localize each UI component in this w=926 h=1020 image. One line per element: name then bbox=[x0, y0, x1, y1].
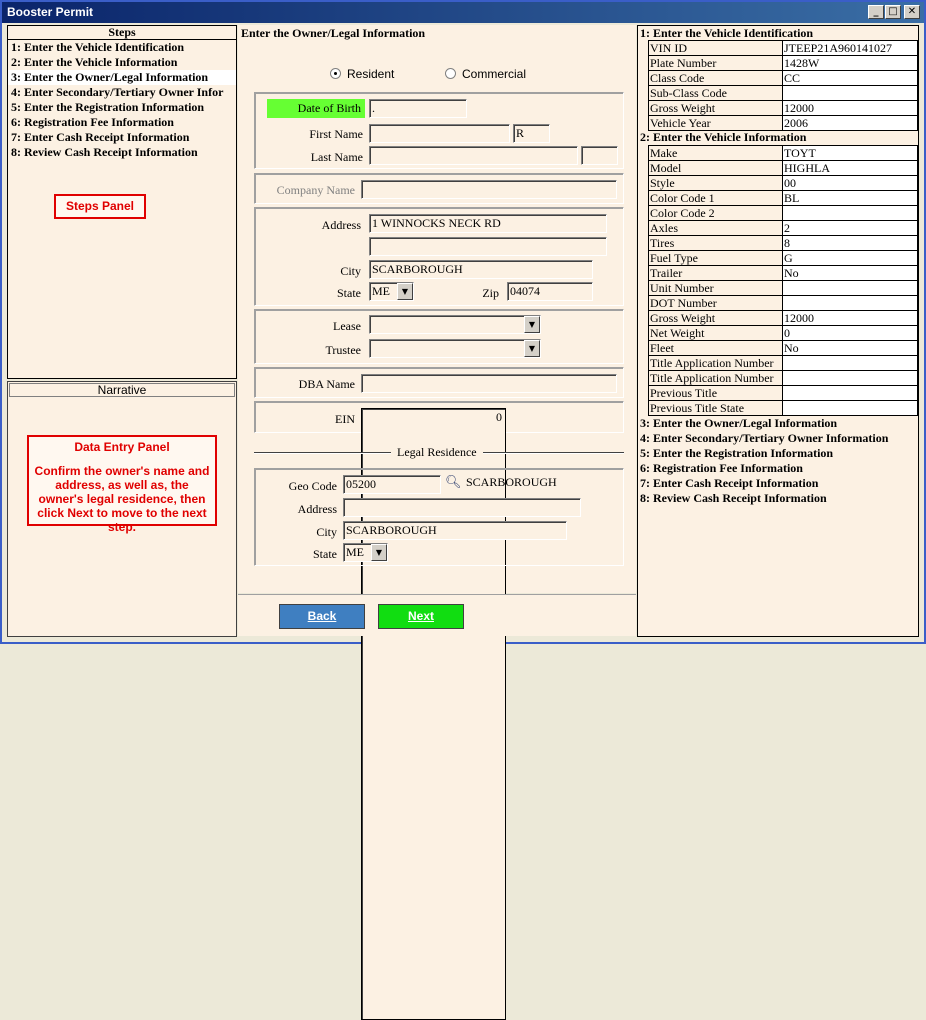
summary-panel bbox=[637, 25, 919, 637]
vehicle-information-table bbox=[648, 145, 918, 416]
lease-trustee-group bbox=[254, 309, 624, 364]
step-item-7[interactable]: 7: Enter Cash Receipt Information bbox=[11, 130, 190, 144]
summary-value bbox=[783, 356, 918, 371]
trustee-select[interactable] bbox=[369, 339, 541, 358]
steps-panel bbox=[7, 25, 237, 379]
summary-value: 8 bbox=[783, 236, 918, 251]
maximize-icon[interactable]: □ bbox=[885, 5, 901, 19]
summary-step-3: 3: Enter the Owner/Legal Information bbox=[640, 416, 838, 430]
dob-input[interactable]: . bbox=[369, 99, 467, 118]
table-row bbox=[649, 341, 918, 356]
summary-value bbox=[783, 281, 918, 296]
table-row bbox=[649, 176, 918, 191]
lease-select[interactable] bbox=[369, 315, 541, 334]
summary-key: Make bbox=[649, 146, 783, 161]
legal-state-label: State bbox=[313, 547, 337, 561]
step-item-6[interactable]: 6: Registration Fee Information bbox=[11, 115, 174, 129]
step-item-4[interactable]: 4: Enter Secondary/Tertiary Owner Infor bbox=[11, 85, 224, 99]
middle-initial-input[interactable]: R bbox=[513, 124, 550, 143]
table-row bbox=[649, 356, 918, 371]
window-title: Booster Permit bbox=[7, 5, 94, 19]
dba-group bbox=[254, 367, 624, 398]
address-group bbox=[254, 207, 624, 306]
summary-key: Fleet bbox=[649, 341, 783, 356]
summary-step-5: 5: Enter the Registration Information bbox=[640, 446, 834, 460]
commercial-radio[interactable] bbox=[445, 67, 526, 81]
summary-key: Model bbox=[649, 161, 783, 176]
summary-value: 2006 bbox=[783, 116, 918, 131]
summary-value: G bbox=[783, 251, 918, 266]
summary-value: 12000 bbox=[783, 101, 918, 116]
table-row bbox=[649, 251, 918, 266]
chevron-down-icon[interactable]: ▼ bbox=[524, 316, 540, 333]
table-row bbox=[649, 86, 918, 101]
company-group bbox=[254, 173, 624, 204]
summary-value bbox=[783, 386, 918, 401]
address-line1-input[interactable]: 1 WINNOCKS NECK RD bbox=[369, 214, 607, 233]
steps-panel-callout: Steps Panel bbox=[54, 194, 146, 219]
table-row bbox=[649, 326, 918, 341]
summary-key: Axles bbox=[649, 221, 783, 236]
table-row bbox=[649, 71, 918, 86]
table-row bbox=[649, 296, 918, 311]
summary-value: 00 bbox=[783, 176, 918, 191]
summary-step-8: 8: Review Cash Receipt Information bbox=[640, 491, 827, 505]
close-icon[interactable]: ✕ bbox=[904, 5, 920, 19]
first-name-input[interactable] bbox=[369, 124, 510, 143]
summary-key: Style bbox=[649, 176, 783, 191]
summary-key: Fuel Type bbox=[649, 251, 783, 266]
address-label: Address bbox=[321, 218, 361, 232]
summary-value bbox=[783, 86, 918, 101]
narrative-header: Narrative bbox=[9, 383, 235, 397]
table-row bbox=[649, 401, 918, 416]
last-name-input[interactable] bbox=[369, 146, 578, 165]
state-value: ME bbox=[372, 284, 390, 298]
title-bar bbox=[2, 2, 924, 23]
next-button[interactable]: Next bbox=[378, 604, 464, 629]
summary-value bbox=[783, 401, 918, 416]
steps-header: Steps bbox=[8, 26, 236, 40]
table-row bbox=[649, 116, 918, 131]
geo-code-city: SCARBOROUGH bbox=[466, 475, 557, 489]
data-entry-callout-text: Confirm the owner's name and address, as well as, the owner's legal residence, then click Next to move to the next step. bbox=[34, 464, 210, 534]
summary-key: Title Application Number bbox=[649, 356, 783, 371]
summary-key: Gross Weight bbox=[649, 311, 783, 326]
summary-key: Previous Title State bbox=[649, 401, 783, 416]
company-name-input[interactable] bbox=[361, 180, 617, 199]
city-label: City bbox=[340, 264, 361, 278]
legal-state-select[interactable] bbox=[343, 543, 388, 562]
summary-value: 0 bbox=[783, 326, 918, 341]
radio-unchecked-icon bbox=[445, 68, 456, 79]
navigation-button-bar bbox=[238, 594, 636, 636]
summary-value: 2 bbox=[783, 221, 918, 236]
summary-value: JTEEP21A960141027 bbox=[783, 41, 918, 56]
dba-input[interactable] bbox=[361, 374, 617, 393]
summary-key: Net Weight bbox=[649, 326, 783, 341]
summary-key: Tires bbox=[649, 236, 783, 251]
summary-key: Sub-Class Code bbox=[649, 86, 783, 101]
dob-label: Date of Birth bbox=[267, 99, 365, 118]
magnifier-icon[interactable]: 🔍︎ bbox=[445, 475, 462, 490]
table-row bbox=[649, 281, 918, 296]
resident-radio[interactable] bbox=[330, 67, 394, 81]
name-group bbox=[254, 92, 624, 169]
summary-value: BL bbox=[783, 191, 918, 206]
table-row bbox=[649, 191, 918, 206]
chevron-down-icon[interactable]: ▼ bbox=[397, 283, 413, 300]
narrative-panel bbox=[7, 381, 237, 637]
commercial-label: Commercial bbox=[462, 67, 527, 81]
summary-value: No bbox=[783, 341, 918, 356]
table-row bbox=[649, 206, 918, 221]
summary-section-2-title: 2: Enter the Vehicle Information bbox=[640, 130, 807, 144]
city-input[interactable]: SCARBOROUGH bbox=[369, 260, 593, 279]
suffix-input[interactable] bbox=[581, 146, 618, 165]
step-item-3[interactable]: 3: Enter the Owner/Legal Information bbox=[8, 70, 236, 85]
summary-key: Previous Title bbox=[649, 386, 783, 401]
legal-state-value: ME bbox=[346, 545, 364, 559]
summary-step-4: 4: Enter Secondary/Tertiary Owner Information bbox=[640, 431, 889, 445]
summary-key: DOT Number bbox=[649, 296, 783, 311]
ein-input[interactable]: 0 bbox=[361, 408, 506, 1020]
summary-key: Plate Number bbox=[649, 56, 783, 71]
table-row bbox=[649, 236, 918, 251]
step-item-1[interactable]: 1: Enter the Vehicle Identification bbox=[11, 40, 185, 54]
trustee-label: Trustee bbox=[325, 343, 361, 357]
step-item-2[interactable]: 2: Enter the Vehicle Information bbox=[11, 55, 178, 69]
chevron-down-icon[interactable]: ▼ bbox=[524, 340, 540, 357]
chevron-down-icon[interactable]: ▼ bbox=[371, 544, 387, 561]
legal-address-input[interactable] bbox=[343, 498, 581, 517]
summary-value bbox=[783, 371, 918, 386]
table-row bbox=[649, 56, 918, 71]
back-button[interactable]: Back bbox=[279, 604, 365, 629]
table-row bbox=[649, 161, 918, 176]
table-row bbox=[649, 266, 918, 281]
minimize-icon[interactable]: _ bbox=[868, 5, 884, 19]
summary-value: 1428W bbox=[783, 56, 918, 71]
vehicle-identification-table bbox=[648, 40, 918, 131]
table-row bbox=[649, 311, 918, 326]
zip-input[interactable]: 04074 bbox=[507, 282, 593, 301]
table-row bbox=[649, 371, 918, 386]
summary-key: Unit Number bbox=[649, 281, 783, 296]
table-row bbox=[649, 101, 918, 116]
summary-value bbox=[783, 296, 918, 311]
geo-code-input[interactable]: 05200 bbox=[343, 475, 441, 494]
summary-key: VIN ID bbox=[649, 41, 783, 56]
radio-checked-icon bbox=[330, 68, 341, 79]
steps-body bbox=[8, 40, 236, 378]
summary-key: Vehicle Year bbox=[649, 116, 783, 131]
legal-address-label: Address bbox=[297, 502, 337, 516]
summary-value: CC bbox=[783, 71, 918, 86]
company-name-label: Company Name bbox=[276, 183, 355, 197]
table-row bbox=[649, 386, 918, 401]
summary-key: Trailer bbox=[649, 266, 783, 281]
summary-key: Color Code 1 bbox=[649, 191, 783, 206]
legal-city-input[interactable]: SCARBOROUGH bbox=[343, 521, 567, 540]
summary-value: HIGHLA bbox=[783, 161, 918, 176]
owner-legal-form bbox=[238, 25, 636, 593]
state-select[interactable] bbox=[369, 282, 414, 301]
last-name-label: Last Name bbox=[310, 150, 363, 164]
ein-group bbox=[254, 401, 624, 433]
summary-section-1-title: 1: Enter the Vehicle Identification bbox=[640, 26, 814, 40]
summary-value: No bbox=[783, 266, 918, 281]
summary-value bbox=[783, 206, 918, 221]
resident-label: Resident bbox=[347, 67, 395, 81]
summary-step-7: 7: Enter Cash Receipt Information bbox=[640, 476, 819, 490]
window-controls bbox=[868, 5, 920, 19]
legal-residence-group bbox=[254, 468, 624, 566]
summary-step-6: 6: Registration Fee Information bbox=[640, 461, 803, 475]
legal-city-label: City bbox=[316, 525, 337, 539]
summary-value: 12000 bbox=[783, 311, 918, 326]
zip-label: Zip bbox=[482, 286, 499, 300]
table-row bbox=[649, 221, 918, 236]
geo-code-label: Geo Code bbox=[288, 479, 337, 493]
data-entry-callout-title: Data Entry Panel bbox=[74, 440, 170, 454]
table-row bbox=[649, 41, 918, 56]
steps-list bbox=[8, 40, 236, 162]
first-name-label: First Name bbox=[309, 127, 363, 141]
state-label: State bbox=[337, 286, 361, 300]
data-entry-callout bbox=[27, 435, 217, 534]
summary-key: Title Application Number bbox=[649, 371, 783, 386]
table-row bbox=[649, 146, 918, 161]
step-item-8[interactable]: 8: Review Cash Receipt Information bbox=[11, 145, 198, 159]
step-item-5[interactable]: 5: Enter the Registration Information bbox=[11, 100, 205, 114]
summary-key: Color Code 2 bbox=[649, 206, 783, 221]
ein-label: EIN bbox=[335, 412, 355, 426]
summary-key: Class Code bbox=[649, 71, 783, 86]
address-line2-input[interactable] bbox=[369, 237, 607, 256]
legal-residence-label: Legal Residence bbox=[391, 445, 483, 460]
summary-key: Gross Weight bbox=[649, 101, 783, 116]
dba-label: DBA Name bbox=[298, 377, 355, 391]
summary-value: TOYT bbox=[783, 146, 918, 161]
lease-label: Lease bbox=[333, 319, 361, 333]
form-title: Enter the Owner/Legal Information bbox=[241, 26, 426, 40]
